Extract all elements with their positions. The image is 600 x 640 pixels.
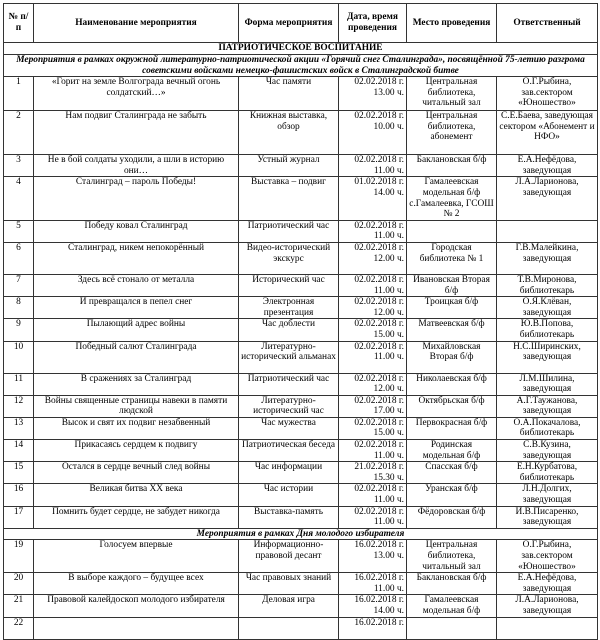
table-row: [4, 595, 598, 617]
event-date: 16.02.2018 г. 11.00 ч.: [339, 573, 407, 595]
table-row: [4, 462, 598, 484]
row-number: 2: [4, 111, 34, 155]
event-date: 02.02.2018 г. 15.00 ч.: [339, 417, 407, 439]
event-place: Баклановская б/ф: [407, 155, 497, 177]
event-place: Уранская б/ф: [407, 484, 497, 506]
event-name: Здесь всё стонало от металла: [34, 274, 239, 296]
table-row: [4, 540, 598, 573]
event-responsible: О.Г.Рыбина, зав.сектором «Юношество»: [497, 540, 598, 573]
event-name: Правовой калейдоскоп молодого избирателя: [34, 595, 239, 617]
event-date: 21.02.2018 г. 15.30 ч.: [339, 462, 407, 484]
table-row: [4, 417, 598, 439]
table-row: [4, 111, 598, 155]
event-date: 16.02.2018 г. 13.00 ч.: [339, 540, 407, 573]
event-name: Сталинград, никем непокорённый: [34, 242, 239, 274]
event-responsible: Г.В.Малейкина, заведующая: [497, 242, 598, 274]
event-form: Выставка-память: [239, 506, 339, 528]
event-responsible: И.В.Писаренко, заведующая: [497, 506, 598, 528]
row-number: 12: [4, 395, 34, 417]
event-date: 02.02.2018 г. 12.00 ч.: [339, 242, 407, 274]
event-place: Фёдоровская б/ф: [407, 506, 497, 528]
event-name: Прикасаясь сердцем к подвигу: [34, 440, 239, 462]
event-date: 16.02.2018 г. 14.00 ч.: [339, 595, 407, 617]
row-number: 15: [4, 462, 34, 484]
section-title: ПАТРИОТИЧЕСКОЕ ВОСПИТАНИЕ: [4, 43, 598, 55]
event-responsible: Л.А.Ларионова, заведующая: [497, 177, 598, 220]
table-row: [4, 220, 598, 242]
row-number: 4: [4, 177, 34, 220]
event-form: Час доблести: [239, 319, 339, 341]
row-number: 17: [4, 506, 34, 528]
table-row: [4, 274, 598, 296]
row-number: 3: [4, 155, 34, 177]
event-responsible: Н.С.Ширинских, заведующая: [497, 341, 598, 373]
event-responsible: Е.А.Нефёдова, заведующая: [497, 573, 598, 595]
row-number: 14: [4, 440, 34, 462]
event-place: Городская библиотека № 1: [407, 242, 497, 274]
row-number: 7: [4, 274, 34, 296]
section-subtitle-row: [4, 528, 598, 540]
events-table: [3, 3, 598, 640]
event-name: Великая битва XX века: [34, 484, 239, 506]
row-number: 21: [4, 595, 34, 617]
event-responsible: Л.М.Шилина, заведующая: [497, 373, 598, 395]
row-number: 20: [4, 573, 34, 595]
row-number: 11: [4, 373, 34, 395]
event-name: Голосуем впервые: [34, 540, 239, 573]
event-name: [34, 617, 239, 639]
event-responsible: О.А.Покачалова, библиотекарь: [497, 417, 598, 439]
row-number: 13: [4, 417, 34, 439]
event-name: Пылающий адрес войны: [34, 319, 239, 341]
event-responsible: Е.Н.Курбатова, библиотекарь: [497, 462, 598, 484]
event-form: Час истории: [239, 484, 339, 506]
event-form: Час информации: [239, 462, 339, 484]
event-form: Час правовых знаний: [239, 573, 339, 595]
table-row: [4, 77, 598, 111]
event-place: Родинская модельная б/ф: [407, 440, 497, 462]
table-row: [4, 484, 598, 506]
event-place: Первокрасная б/ф: [407, 417, 497, 439]
event-place: Гамалеевская модельная б/ф: [407, 595, 497, 617]
event-place: Центральная библиотека, читальный зал: [407, 77, 497, 111]
event-form: Книжная выставка, обзор: [239, 111, 339, 155]
row-number: 19: [4, 540, 34, 573]
event-date: 02.02.2018 г. 11.00 ч.: [339, 220, 407, 242]
header-form: Форма мероприятия: [239, 4, 339, 43]
header-responsible: Ответственный: [497, 4, 598, 43]
row-number: 16: [4, 484, 34, 506]
event-form: Выставка – подвиг: [239, 177, 339, 220]
document-page: [0, 3, 600, 628]
event-place: Николаевская б/ф: [407, 373, 497, 395]
event-form: Патриотическая беседа: [239, 440, 339, 462]
row-number: 10: [4, 341, 34, 373]
event-place: Михайловская Вторая б/ф: [407, 341, 497, 373]
event-place: Спасская б/ф: [407, 462, 497, 484]
row-number: 5: [4, 220, 34, 242]
event-form: Патриотический час: [239, 220, 339, 242]
event-responsible: С.Е.Баева, заведующая сектором «Абонемент и НФО»: [497, 111, 598, 155]
event-name: Победу ковал Сталинград: [34, 220, 239, 242]
section-subtitle: Мероприятия в рамках Дня молодого избирателя: [4, 528, 598, 540]
event-date: 01.02.2018 г. 14.00 ч.: [339, 177, 407, 220]
event-form: Деловая игра: [239, 595, 339, 617]
event-place: Гамалеевская модельная б/ф с.Гамалеевка, ГСОШ № 2: [407, 177, 497, 220]
event-form: Информационно-правовой десант: [239, 540, 339, 573]
event-name: Остался в сердце вечный след войны: [34, 462, 239, 484]
header-number: № п/п: [4, 4, 34, 43]
event-date: 02.02.2018 г. 10.00 ч.: [339, 111, 407, 155]
table-row: [4, 297, 598, 319]
event-responsible: О.Я.Клёван, заведующая: [497, 297, 598, 319]
table-row: [4, 319, 598, 341]
row-number: 22: [4, 617, 34, 639]
event-name: И превращался в пепел снег: [34, 297, 239, 319]
event-responsible: [497, 617, 598, 639]
event-responsible: С.В.Кузина, заведующая: [497, 440, 598, 462]
event-name: Нам подвиг Сталинграда не забыть: [34, 111, 239, 155]
event-responsible: Л.Н.Долгих, заведующая: [497, 484, 598, 506]
table-row: [4, 440, 598, 462]
header-name: Наименование мероприятия: [34, 4, 239, 43]
event-place: [407, 220, 497, 242]
table-header-row: [4, 4, 598, 43]
event-form: Электронная презентация: [239, 297, 339, 319]
table-row: [4, 373, 598, 395]
section-title-row: [4, 43, 598, 55]
event-name: Не в бой солдаты уходили, а шли в историю они…: [34, 155, 239, 177]
table-row: [4, 177, 598, 220]
event-name: Высок и свят их подвиг незабвенный: [34, 417, 239, 439]
event-form: Час памяти: [239, 77, 339, 111]
event-name: «Горит на земле Волгограда вечный огонь солдатский…»: [34, 77, 239, 111]
event-date: 02.02.2018 г. 15.00 ч.: [339, 319, 407, 341]
event-date: 02.02.2018 г. 13.00 ч.: [339, 77, 407, 111]
event-date: 02.02.2018 г. 12.00 ч.: [339, 297, 407, 319]
row-number: 8: [4, 297, 34, 319]
table-row: [4, 155, 598, 177]
table-row: [4, 242, 598, 274]
event-date: 02.02.2018 г. 11.00 ч.: [339, 155, 407, 177]
event-place: Матвеевская б/ф: [407, 319, 497, 341]
event-form: Видео-исторический экскурс: [239, 242, 339, 274]
event-form: Исторический час: [239, 274, 339, 296]
table-row: [4, 395, 598, 417]
event-date: 02.02.2018 г. 11.00 ч.: [339, 484, 407, 506]
header-date: Дата, время проведения: [339, 4, 407, 43]
event-name: Войны священные страницы навеки в памяти людской: [34, 395, 239, 417]
table-row: [4, 617, 598, 639]
event-responsible: Е.А.Нефёдова, заведующая: [497, 155, 598, 177]
event-responsible: О.Г.Рыбина, зав.сектором «Юношество»: [497, 77, 598, 111]
event-form: Час мужества: [239, 417, 339, 439]
event-form: [239, 617, 339, 639]
header-place: Место проведения: [407, 4, 497, 43]
section-subtitle: Мероприятия в рамках окружной литературно-патриотической акции «Горячий снег Сталинграда», посвящённой 75-летию разгрома советскими войсками немецко-фашистских войск в Сталинградской битве: [4, 55, 598, 77]
event-responsible: Л.А.Ларионова, заведующая: [497, 595, 598, 617]
event-place: Баклановская б/ф: [407, 573, 497, 595]
event-name: Сталинград – пароль Победы!: [34, 177, 239, 220]
event-form: Литературно-исторический час: [239, 395, 339, 417]
event-form: Литературно-исторический альманах: [239, 341, 339, 373]
event-date: 02.02.2018 г. 12.00 ч.: [339, 373, 407, 395]
table-row: [4, 573, 598, 595]
event-responsible: Ю.В.Попова, библиотекарь: [497, 319, 598, 341]
event-place: Центральная библиотека, абонемент: [407, 111, 497, 155]
row-number: 9: [4, 319, 34, 341]
event-name: Помнить будет сердце, не забудет никогда: [34, 506, 239, 528]
event-date: 16.02.2018 г.: [339, 617, 407, 639]
event-responsible: А.Г.Таужанова, заведующая: [497, 395, 598, 417]
event-place: [407, 617, 497, 639]
section-subtitle-row: [4, 55, 598, 77]
event-name: Победный салют Сталинграда: [34, 341, 239, 373]
event-form: Патриотический час: [239, 373, 339, 395]
row-number: 6: [4, 242, 34, 274]
event-date: 02.02.2018 г. 17.00 ч.: [339, 395, 407, 417]
event-date: 02.02.2018 г. 11.00 ч.: [339, 274, 407, 296]
event-responsible: [497, 220, 598, 242]
event-date: 02.02.2018 г. 11.00 ч.: [339, 506, 407, 528]
event-date: 02.02.2018 г. 11.00 ч.: [339, 440, 407, 462]
event-place: Октябрьская б/ф: [407, 395, 497, 417]
event-form: Устный журнал: [239, 155, 339, 177]
row-number: 1: [4, 77, 34, 111]
event-place: Центральная библиотека, читальный зал: [407, 540, 497, 573]
event-responsible: Т.В.Миронова, библиотекарь: [497, 274, 598, 296]
event-place: Ивановская Вторая б/ф: [407, 274, 497, 296]
event-date: 02.02.2018 г. 11.00 ч.: [339, 341, 407, 373]
table-row: [4, 341, 598, 373]
event-name: В сражениях за Сталинград: [34, 373, 239, 395]
event-place: Троицкая б/ф: [407, 297, 497, 319]
event-name: В выборе каждого – будущее всех: [34, 573, 239, 595]
table-row: [4, 506, 598, 528]
